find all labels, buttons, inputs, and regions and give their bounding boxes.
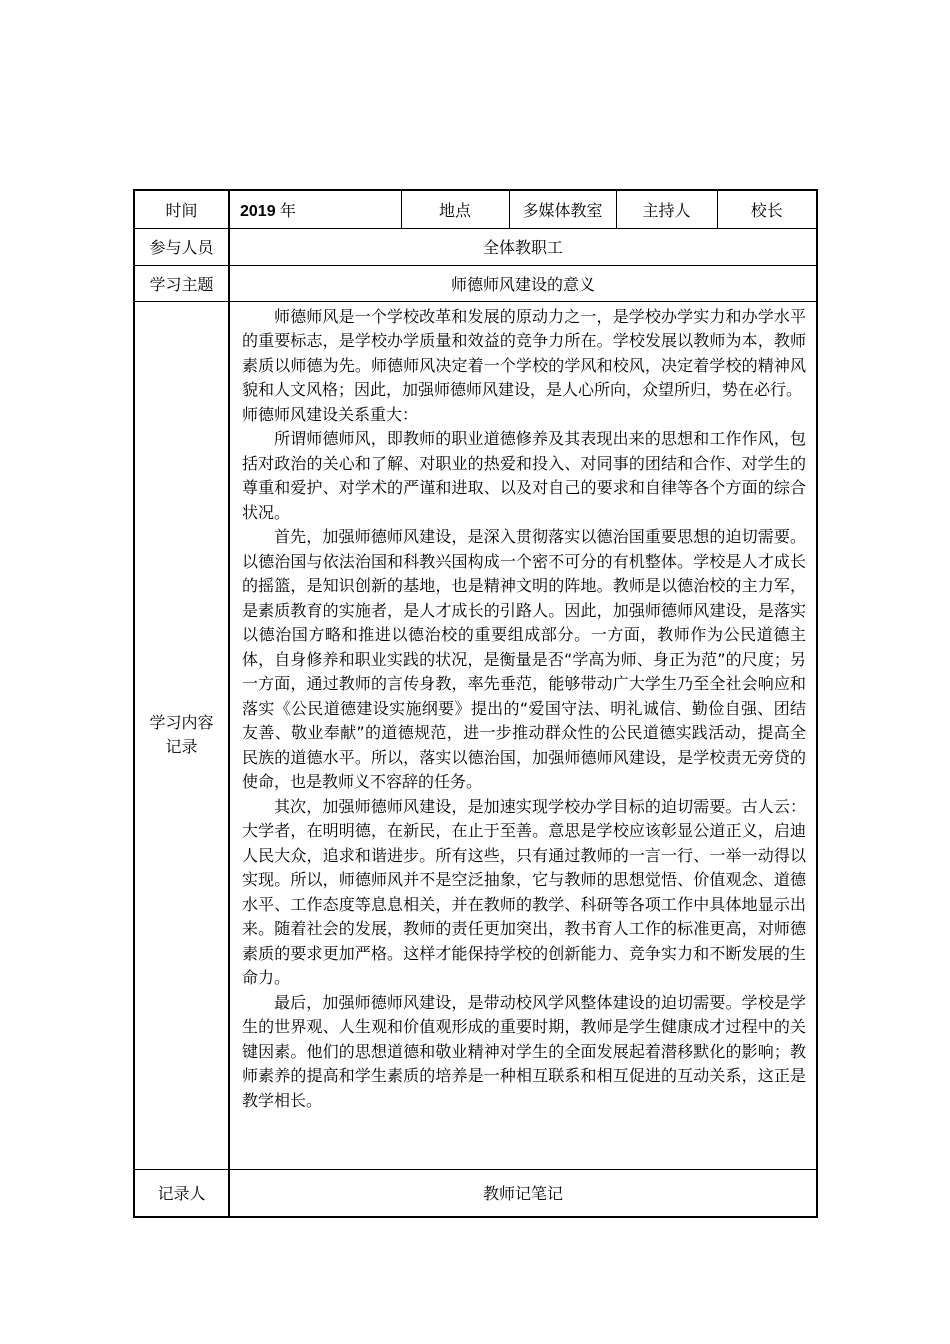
theme-label: 学习主题: [134, 265, 229, 301]
time-value: [229, 190, 401, 228]
table-row-recorder: [134, 1169, 817, 1217]
recorder-value: 教师记笔记: [229, 1169, 817, 1217]
theme-value: 师德师风建设的意义: [229, 265, 817, 301]
table-row-time: [134, 190, 817, 228]
time-suffix: 年: [280, 200, 297, 220]
host-label: 主持人: [616, 190, 717, 228]
host-value: 校长: [717, 190, 817, 228]
table-row-content: [134, 301, 817, 1169]
table-row-theme: [134, 265, 817, 301]
content-label: [134, 301, 229, 1169]
participants-label: 参与人员: [134, 228, 229, 265]
content-paragraph: 所谓师德师风，即教师的职业道德修养及其表现出来的思想和工作作风，包括对政治的关心和了解、对职业的热爱和投入、对同事的团结和合作、对学生的尊重和爱护、对学术的严谨和进取、以及对自己的要求和自律等各个方面的综合状况。: [242, 429, 806, 522]
place-label: 地点: [401, 190, 509, 228]
study-record-table: [133, 189, 818, 1218]
table-row-participants: [134, 228, 817, 265]
content-paragraph: 师德师风是一个学校改革和发展的原动力之一，是学校办学实力和办学水平的重要标志，是学校办学质量和效益的竞争力所在。学校发展以教师为本，教师素质以师德为先。师德师风决定着一个学校的学风和校风，决定着学校的精神风貌和人文风格；因此，加强师德师风建设，是人心所向，众望所归，势在必行。: [242, 306, 806, 399]
time-label: 时间: [134, 190, 229, 228]
content-label-line1: 学习内容: [149, 713, 214, 732]
content-paragraph: 其次，加强师德师风建设，是加速实现学校办学目标的迫切需要。古人云：大学者，在明明德，在新民，在止于至善。意思是学校应该彰显公道正义，启迪人民大众，追求和谐进步。所有这些，只有通过教师的一言一行、一举一动得以实现。所以，师德师风并不是空泛抽象，它与教师的思想觉悟、价值观念、道德水平、工作态度等息息相关，并在教师的教学、科研等各项工作中具体地显示出来。随着社会的发展，教师的责任更加突出，教书育人工作的标准更高，对师德素质的要求更加严格。这样才能保持学校的创新能力、竞争实力和不断发展的生命力。: [242, 796, 806, 987]
content-paragraph: 首先，加强师德师风建设，是深入贯彻落实以德治国重要思想的迫切需要。以德治国与依法治国和科教兴国构成一个密不可分的有机整体。学校是人才成长的摇篮，是知识创新的基地，也是精神文明的阵地。教师是以德治校的主力军，是素质教育的实施者，是人才成长的引路人。因此，加强师德师风建设，是落实以德治国方略和推进以德治校的重要组成部分。一方面，教师作为公民道德主体，自身修养和职业实践的状况，是衡量是否“学高为师、身正为范”的尺度；另一方面，通过教师的言传身教，率先垂范，能够带动广大学生乃至全社会响应和落实《公民道德建设实施纲要》提出的“爱国守法、明礼诚信、勤俭自强、团结友善、敬业奉献”的道德规范，进一步推动群众性的公民道德实践活动，提高全民族的道德水平。所以，落实以德治国，加强师德师风建设，是学校责无旁贷的使命，也是教师义不容辞的任务。: [242, 527, 806, 791]
content-paragraph: 最后，加强师德师风建设，是带动校风学风整体建设的迫切需要。学校是学生的世界观、人生观和价值观形成的重要时期，教师是学生健康成才过程中的关键因素。他们的思想道德和敬业精神对学生的全面发展起着潜移默化的影响；教师素养的提高和学生素质的培养是一种相互联系和相互促进的互动关系，这正是教学相长。: [242, 992, 806, 1110]
content-label-line2: 记录: [165, 737, 198, 756]
place-value: 多媒体教室: [509, 190, 616, 228]
time-year: 2019: [240, 202, 276, 220]
participants-value: 全体教职工: [229, 228, 817, 265]
content-heading: 师德师风建设关系重大：: [242, 404, 419, 424]
recorder-label: 记录人: [134, 1169, 229, 1217]
content-body: [229, 301, 817, 1169]
